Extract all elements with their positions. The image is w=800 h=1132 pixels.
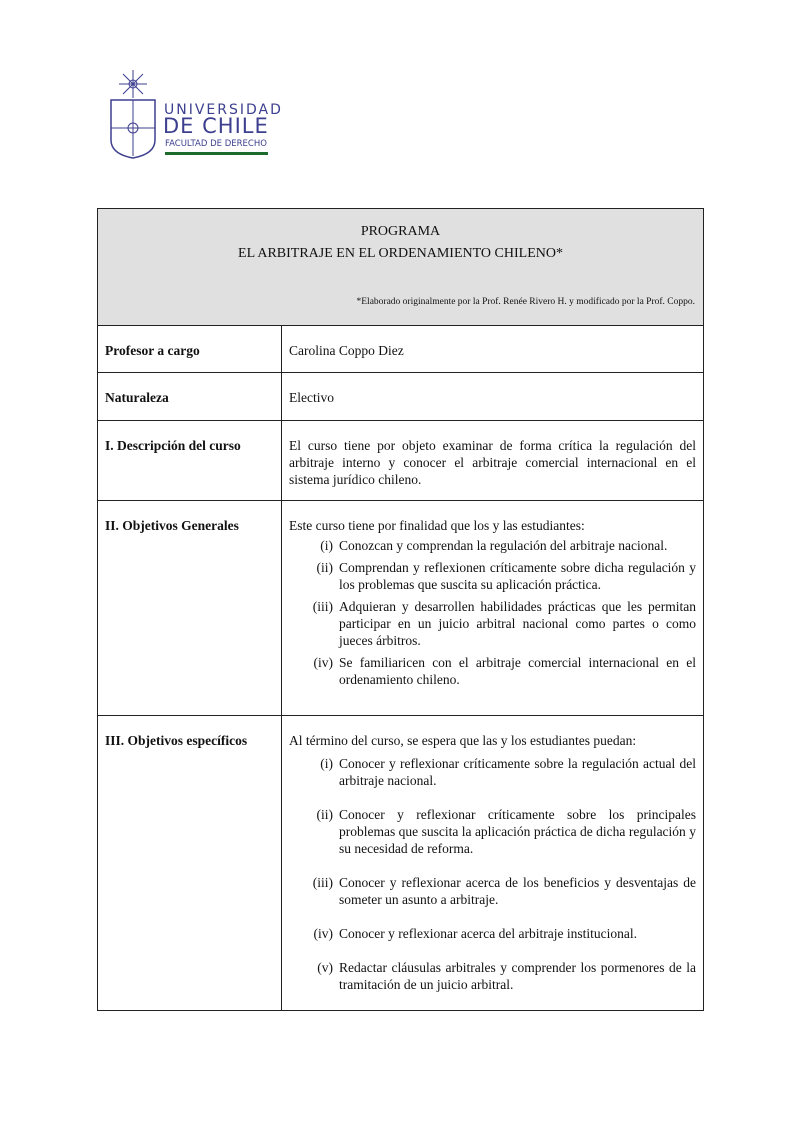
author-note: *Elaborado originalmente por la Prof. Renée Rivero H. y modificado por la Prof. Coppo. [356,297,695,307]
table-row [98,716,704,1011]
table-row [98,373,704,421]
university-logo [108,70,283,160]
list-item [289,537,696,554]
list-item [289,959,696,993]
logo-line-2: DE CHILE [163,114,269,138]
specific-objectives-list [289,755,696,993]
list-item [289,874,696,908]
coat-of-arms-icon [108,70,158,160]
logo-bar [165,152,268,155]
row-label: Profesor a cargo [98,326,282,373]
table-row [98,421,704,501]
list-item [289,654,696,688]
item-text: Conocer y reflexionar acerca del arbitraje institucional. [339,926,637,941]
item-number: (iv) [313,926,333,941]
list-intro: Al término del curso, se espera que las y los estudiantes puedan: [289,733,637,748]
item-number: (i) [320,756,333,771]
program-title: PROGRAMA [360,224,441,239]
item-text: Redactar cláusulas arbitrales y comprender los pormenores de la tramitación de un juicio arbitral. [339,960,696,992]
course-title: EL ARBITRAJE EN EL ORDENAMIENTO CHILENO* [238,246,563,261]
list-item [289,755,696,789]
program-header [98,209,704,326]
table-row [98,326,704,373]
item-text: Se familiaricen con el arbitraje comercial internacional en el ordenamiento chileno. [339,655,696,687]
row-value: Electivo [282,373,704,421]
row-label: III. Objetivos específicos [98,716,282,1011]
list-item [289,925,696,942]
row-value [282,716,704,1011]
table-row [98,501,704,716]
item-number: (iv) [313,655,333,670]
item-number: (ii) [316,560,333,575]
item-text: Adquieran y desarrollen habilidades prácticas que les permitan participar en un juicio arbitral nacional como partes o como jueces árbitros. [339,599,696,648]
item-text: Comprendan y reflexionen críticamente sobre dicha regulación y los problemas que suscita su aplicación práctica. [339,560,696,592]
general-objectives-list [289,537,696,688]
item-text: Conocer y reflexionar acerca de los beneficios y desventajas de someter un asunto a arbitraje. [339,875,696,907]
row-label: Naturaleza [98,373,282,421]
list-item [289,598,696,649]
item-number: (ii) [316,807,333,822]
item-text: Conocer y reflexionar críticamente sobre los principales problemas que suscita la aplicación práctica de dicha regulación y su necesidad de reforma. [339,807,696,856]
list-item [289,559,696,593]
item-text: Conocer y reflexionar críticamente sobre la regulación actual del arbitraje nacional. [339,756,696,788]
list-item [289,806,696,857]
list-intro: Este curso tiene por finalidad que los y las estudiantes: [289,518,585,533]
item-number: (i) [320,538,333,553]
item-text: Conozcan y comprendan la regulación del arbitraje nacional. [339,538,668,553]
program-table [97,208,704,1011]
row-value: El curso tiene por objeto examinar de forma crítica la regulación del arbitraje interno y conocer el arbitraje comercial internacional en el sistema jurídico chileno. [282,421,704,501]
item-number: (iii) [312,599,333,614]
logo-line-3: FACULTAD DE DERECHO [165,139,267,149]
row-value: Carolina Coppo Diez [282,326,704,373]
item-number: (iii) [312,875,333,890]
row-label: II. Objetivos Generales [98,501,282,716]
logo-line-1: UNIVERSIDAD [164,102,283,118]
item-number: (v) [317,960,333,975]
row-label: I. Descripción del curso [98,421,282,501]
row-value [282,501,704,716]
